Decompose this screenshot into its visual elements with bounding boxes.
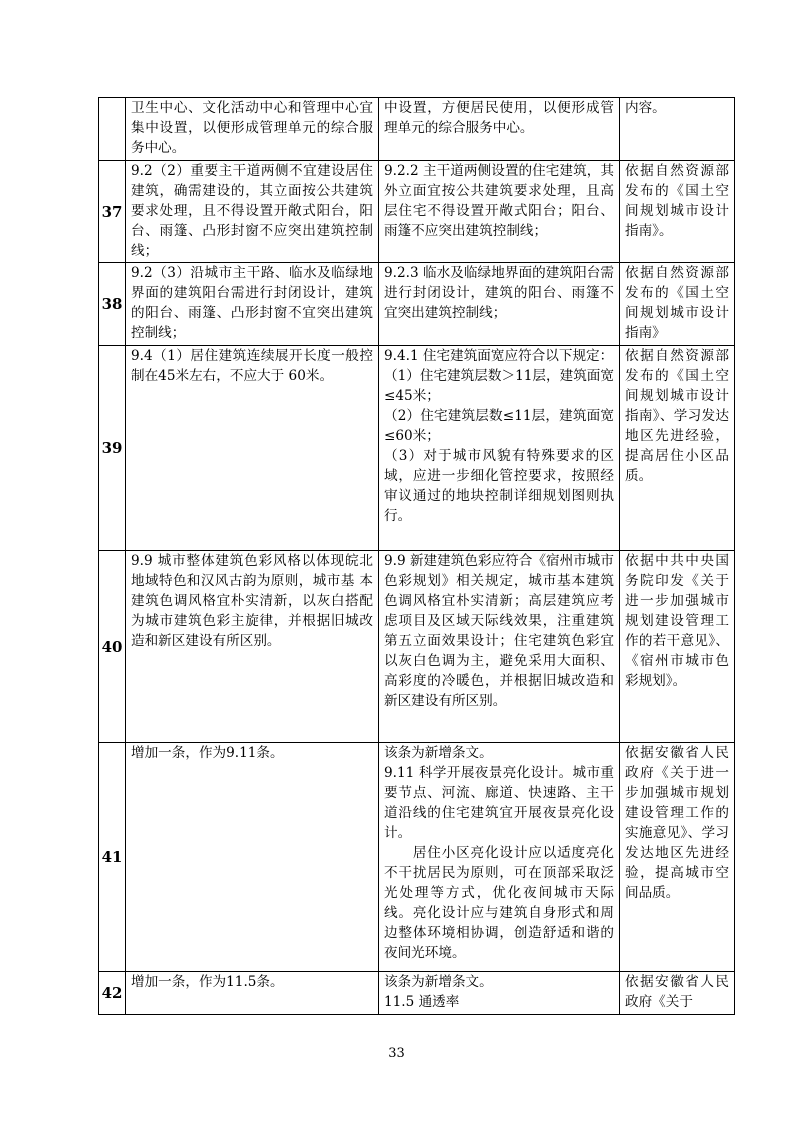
revision-table [98,97,735,1015]
table-row [99,98,735,161]
revision-reason: 内容。 [620,98,735,161]
table-row [99,346,735,551]
row-number: 41 [99,743,126,972]
table-row [99,551,735,743]
row-number: 39 [99,346,126,551]
revised-clause: 9.2.3 临水及临绿地界面的建筑阳台需进行封闭设计，建筑的阳台、雨篷不宜突出建筑控制线； [379,263,620,346]
original-clause: 9.9 城市整体建筑色彩风格以体现皖北地域特色和汉风古韵为原则，城市基 本建筑色调风格宜朴实清新，以灰白搭配为城市建筑色彩主旋律，并根据旧城改 造和新区建设有所区别。 [126,551,379,743]
original-clause: 增加一条，作为9.11条。 [126,743,379,972]
revision-reason: 依据自然资源部发布的《国土空间规划城市设计指南》。 [620,161,735,263]
original-clause: 9.2（3）沿城市主干路、临水及临绿地界面的建筑阳台需进行封闭设计，建筑的阳台、雨篷、凸形封窗不宜突出建筑控制线； [126,263,379,346]
row-number: 38 [99,263,126,346]
revised-clause: 该条为新增条文。 11.5 通透率 [379,972,620,1015]
revision-reason: 依据自然资源部发布的《国土空间规划城市设计指南》 [620,263,735,346]
revised-clause: 9.4.1 住宅建筑面宽应符合以下规定： （1）住宅建筑层数＞11层，建筑面宽≤45米； （2）住宅建筑层数≤11层，建筑面宽≤60米； （3）对于城市风貌有特殊要求的区域，应进一步细化管控要求，按照经审议通过的地块控制详细规划图则执行。 [379,346,620,551]
original-clause: 9.4（1）居住建筑连续展开长度一般控制在45米左右，不应大于 60米。 [126,346,379,551]
revised-clause: 中设置，方便居民使用，以便形成管理单元的综合服务中心。 [379,98,620,161]
row-number: 42 [99,972,126,1015]
original-clause: 卫生中心、文化活动中心和管理中心宜集中设置，以便形成管理单元的综合服务中心。 [126,98,379,161]
revision-reason: 依据中共中央国务院印发《关于进一步加强城市规划建设管理工作的若干意见》、《宿州市城市色彩规划》。 [620,551,735,743]
table-row [99,161,735,263]
revised-clause: 该条为新增条文。 9.11 科学开展夜景亮化设计。城市重要节点、河流、廊道、快速路、主干道沿线的住宅建筑宜开展夜景亮化设计。 居住小区亮化设计应以适度亮化不干扰居民为原则，可在顶部采取泛光处理等方式，优化夜间城市天际线。亮化设计应与建筑自身形式和周边整体环境相协调，创造舒适和谐的夜间光环境。 [379,743,620,972]
original-clause: 增加一条，作为11.5条。 [126,972,379,1015]
original-clause: 9.2（2）重要主干道两侧不宜建设居住建筑，确需建设的，其立面按公共建筑要求处理，且不得设置开敞式阳台，阳台、雨篷、凸形封窗不应突出建筑控制线； [126,161,379,263]
table-row [99,263,735,346]
revision-reason: 依据自然资源部发布的《国土空间规划城市设计指南》、学习发达地区先进经验，提高居住小区品质。 [620,346,735,551]
row-number [99,98,126,161]
row-number: 40 [99,551,126,743]
table-row [99,972,735,1015]
table-row [99,743,735,972]
revision-reason: 依据安徽省人民政府《关于 [620,972,735,1015]
page-number: 33 [388,1046,405,1061]
revised-clause: 9.2.2 主干道两侧设置的住宅建筑，其外立面宜按公共建筑要求处理，且高层住宅不得设置开敞式阳台；阳台、雨篷不应突出建筑控制线； [379,161,620,263]
row-number: 37 [99,161,126,263]
revision-reason: 依据安徽省人民政府《关于进一步加强城市规划建设管理工作的实施意见》、学习发达地区先进经验，提高城市空间品质。 [620,743,735,972]
revised-clause: 9.9 新建建筑色彩应符合《宿州市城市色彩规划》相关规定，城市基本建筑色调风格宜朴实清新；高层建筑应考虑项目及区域天际线效果，注重建筑第五立面效果设计；住宅建筑色彩宜以灰白色调为主，避免采用大面积、高彩度的冷暖色，并根据旧城改造和新区建设有所区别。 [379,551,620,743]
